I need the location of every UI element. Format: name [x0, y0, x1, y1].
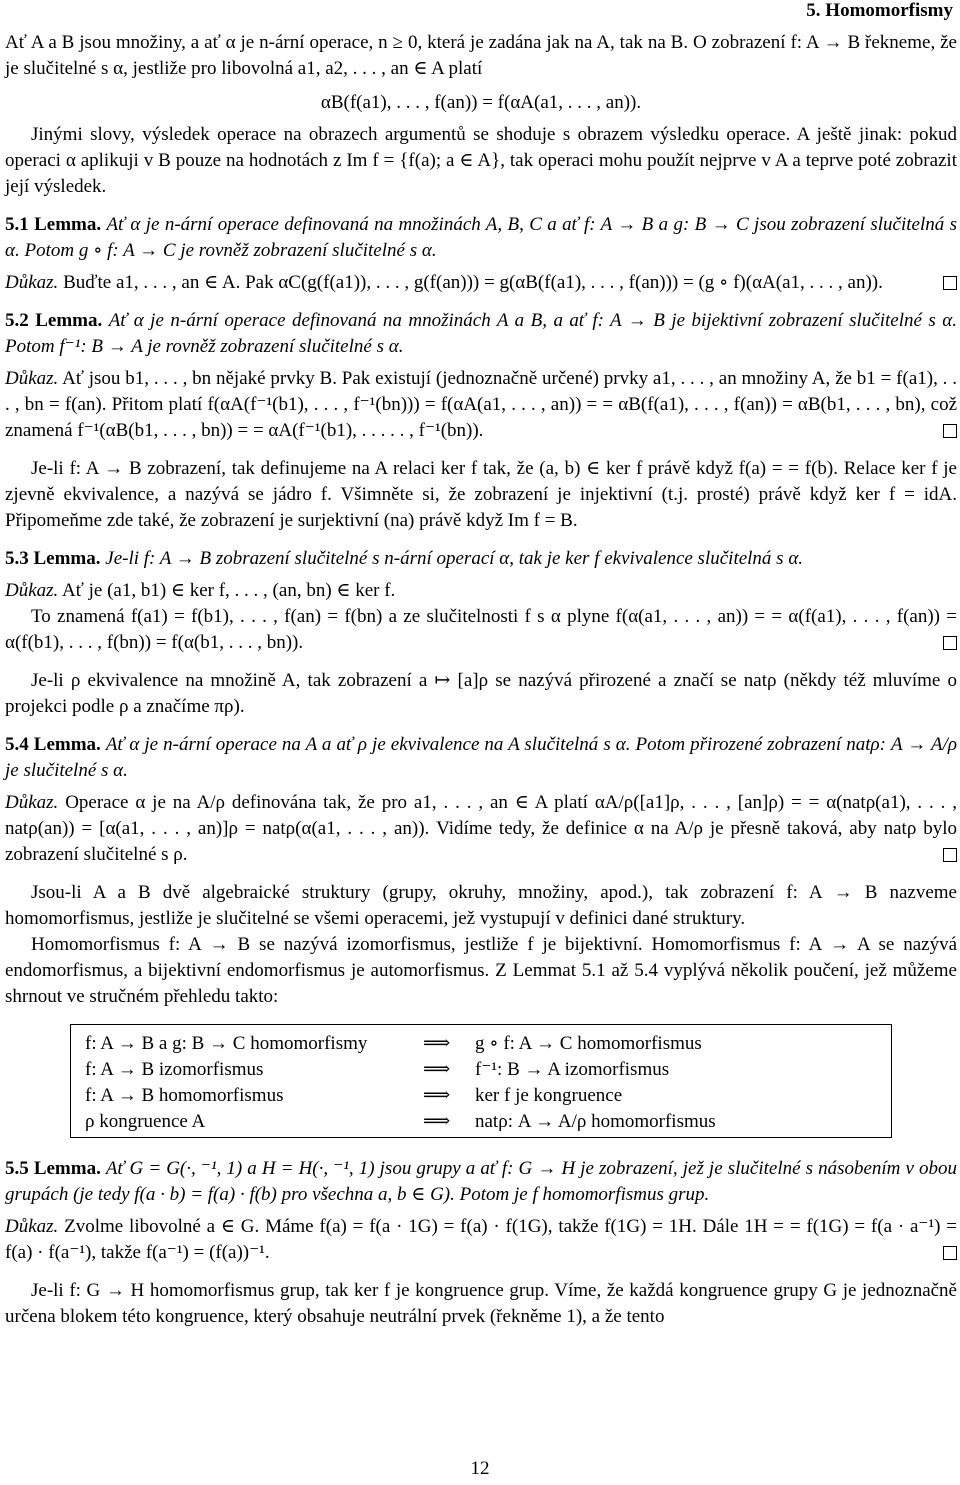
lemma-5-3: [5, 546, 957, 656]
intro-paragraph: Ať A a B jsou množiny, a ať α je n-ární operace, n ≥ 0, která je zadána jak na A, tak na B. O zobrazení f: A → B řekneme, že je slučitelné s α, jestliže pro libovolná a1, a2, . . . , an ∈ A platí: [5, 32, 957, 79]
summary-box: [70, 1024, 892, 1138]
lemma-label: 5.5 Lemma.: [5, 1158, 101, 1179]
proof-text: Buďte a1, . . . , an ∈ A. Pak αC(g(f(a1)), . . . , g(f(an))) = g(αB(f(a1), . . . , f(an))) = (g ∘ f)(αA(a1, . . . , an)).: [63, 272, 883, 293]
summary-row: [85, 1109, 716, 1135]
lemma-5-1: [5, 212, 957, 296]
lemma-statement: Ať α je n-ární operace definovaná na množinách A a B, a ať f: A → B je bijektivní zobrazení slučitelné s α. Potom f⁻¹: B → A je rovněž zobrazení slučitelné s α.: [5, 310, 957, 357]
proof-label: Důkaz.: [5, 1216, 59, 1237]
lemma-5-4: [5, 732, 957, 868]
section-title: 5. Homomorfismy: [806, 0, 953, 21]
summary-conclusion: ker f je kongruence: [475, 1085, 623, 1106]
final-paragraph: Je-li f: G → H homomorfismus grup, tak ker f je kongruence grup. Víme, že každá kongruence grupy G je jednoznačně určena blokem této kongruence, který obsahuje neutrální prvek (řekněme 1), a že tento: [5, 1280, 957, 1327]
qed-box-icon: [943, 424, 957, 438]
qed-box-icon: [943, 848, 957, 862]
proof-label: Důkaz.: [5, 580, 59, 601]
implies-icon: ⟹: [423, 1059, 451, 1080]
qed-box-icon: [943, 276, 957, 290]
lemma-statement: Ať α je n-ární operace na A a ať ρ je ekvivalence na A slučitelná s α. Potom přirozené zobrazení natρ: A → A/ρ je slučitelné s α.: [5, 734, 957, 781]
qed-box-icon: [943, 1246, 957, 1260]
proof-label: Důkaz.: [5, 368, 59, 389]
lemma-label: 5.1 Lemma.: [5, 214, 102, 235]
homomorphism-paragraph: Jsou-li A a B dvě algebraické struktury (grupy, okruhy, množiny, apod.), tak zobrazení f: A → B nazveme homomorfismus, jestliže je slučitelné se všemi operacemi, jež vystupují v definici dané struktury.: [5, 882, 957, 929]
summary-row: [85, 1057, 716, 1083]
summary-premise: f: A → B a g: B → C homomorfismy: [85, 1033, 368, 1054]
summary-conclusion: f⁻¹: B → A izomorfismus: [475, 1059, 670, 1080]
lemma-statement: Je-li f: A → B zobrazení slučitelné s n-ární operací α, tak je ker f ekvivalence slučitelná s α.: [105, 548, 804, 569]
summary-table: [85, 1031, 716, 1135]
page-number: 12: [470, 1458, 490, 1479]
isomorphism-paragraph: Homomorfismus f: A → B se nazývá izomorfismus, jestliže f je bijektivní. Homomorfismus f: A → A se nazývá endomorfismus, a bijektivní endomorfismus je automorfismus. Z Lemmat 5.1 až 5.4 vyplývá několik poučení, jež můžeme shrnout ve stručném přehledu takto:: [5, 934, 957, 1007]
implies-icon: ⟹: [423, 1085, 451, 1106]
proof-text: Zvolme libovolné a ∈ G. Máme f(a) = f(a · 1G) = f(a) · f(1G), takže f(1G) = 1H. Dále 1H = = f(1G) = f(a · a⁻¹) = f(a) · f(a⁻¹), takže f(a⁻¹) = (f(a))⁻¹.: [5, 1216, 957, 1263]
summary-conclusion: g ∘ f: A → C homomorfismus: [475, 1033, 702, 1054]
lemma-label: 5.4 Lemma.: [5, 734, 101, 755]
proof-label: Důkaz.: [5, 792, 59, 813]
summary-row: [85, 1031, 716, 1057]
intro-paragraph-2: Jinými slovy, výsledek operace na obrazech argumentů se shoduje s obrazem výsledku operace. A ještě jinak: pokud operaci α aplikuji v B pouze na hodnotách z Im f = {f(a); a ∈ A}, tak operaci mohu použít nejprve v A a teprve poté zobrazit její výsledek.: [5, 124, 957, 197]
natural-map-paragraph: Je-li ρ ekvivalence na množině A, tak zobrazení a ↦ [a]ρ se nazývá přirozené a značí se natρ (někdy též mluvíme o projekci podle ρ a značíme πρ).: [5, 670, 957, 717]
summary-conclusion: natρ: A → A/ρ homomorfismus: [475, 1111, 716, 1132]
implies-icon: ⟹: [423, 1033, 451, 1054]
summary-row: [85, 1083, 716, 1109]
summary-premise: f: A → B izomorfismus: [85, 1059, 264, 1080]
lemma-5-2: [5, 308, 957, 444]
summary-premise: f: A → B homomorfismus: [85, 1085, 284, 1106]
proof-text: Ať jsou b1, . . . , bn nějaké prvky B. Pak existují (jednoznačně určené) prvky a1, . . . , an množiny A, že b1 = f(a1), . . . , bn = f(an). Přitom platí f(αA(f⁻¹(b1), . . . , f⁻¹(bn))) = f(αA(a1, . . . , an)) = = αB(f(a1), . . . , f(an)) = αB(b1, . . . , bn), což znamená f⁻¹(αB(b1, . . . , bn)) = = αA(f⁻¹(b1), . . . . . , f⁻¹(bn)).: [5, 368, 957, 441]
compatibility-formula: αB(f(a1), . . . , f(an)) = f(αA(a1, . . . , an)).: [320, 92, 642, 113]
implies-icon: ⟹: [423, 1111, 451, 1132]
summary-premise: ρ kongruence A: [85, 1111, 206, 1132]
qed-box-icon: [943, 636, 957, 650]
proof-text: To znamená f(a1) = f(b1), . . . , f(an) = f(bn) a ze slučitelnosti f s α plyne f(α(a1, . . . , an)) = = α(f(a1), . . . , f(an)) = α(f(b1), . . . , f(bn)) = f(α(b1, . . . , bn)).: [5, 606, 957, 653]
kernel-paragraph: Je-li f: A → B zobrazení, tak definujeme na A relaci ker f tak, že (a, b) ∈ ker f právě když f(a) = = f(b). Relace ker f je zjevně ekvivalence, a nazývá se jádro f. Všimněte si, že zobrazení je injektivní (t.j. prosté) právě když ker f = idA. Připomeňme zde také, že zobrazení je surjektivní (na) právě když Im f = B.: [5, 458, 957, 531]
lemma-label: 5.3 Lemma.: [5, 548, 101, 569]
proof-text: Operace α je na A/ρ definována tak, že pro a1, . . . , an ∈ A platí αA/ρ([a1]ρ, . . . , [an]ρ) = = α(natρ(a1), . . . , natρ(an)) = [α(a1, . . . , an)]ρ = natρ(α(a1, . . . , an)). Vidíme tedy, že definice α na A/ρ je přesně taková, aby natρ bylo zobrazení slučitelné s ρ.: [5, 792, 958, 865]
proof-text: Ať je (a1, b1) ∈ ker f, . . . , (an, bn) ∈ ker f.: [62, 580, 396, 601]
lemma-statement: Ať G = G(·, ⁻¹, 1) a H = H(·, ⁻¹, 1) jsou grupy a ať f: G → H je zobrazení, jež je slučitelné s násobením v obou grupách (je tedy f(a · b) = f(a) · f(b) pro všechna a, b ∈ G). Potom je f homomorfismus grup.: [5, 1158, 957, 1205]
proof-label: Důkaz.: [5, 272, 59, 293]
lemma-5-5: [5, 1156, 957, 1266]
page: [5, 0, 957, 1330]
lemma-statement: Ať α je n-ární operace definovaná na množinách A, B, C a ať f: A → B a g: B → C jsou zobrazení slučitelná s α. Potom g ∘ f: A → C je rovněž zobrazení slučitelné s α.: [5, 214, 957, 261]
lemma-label: 5.2 Lemma.: [5, 310, 103, 331]
